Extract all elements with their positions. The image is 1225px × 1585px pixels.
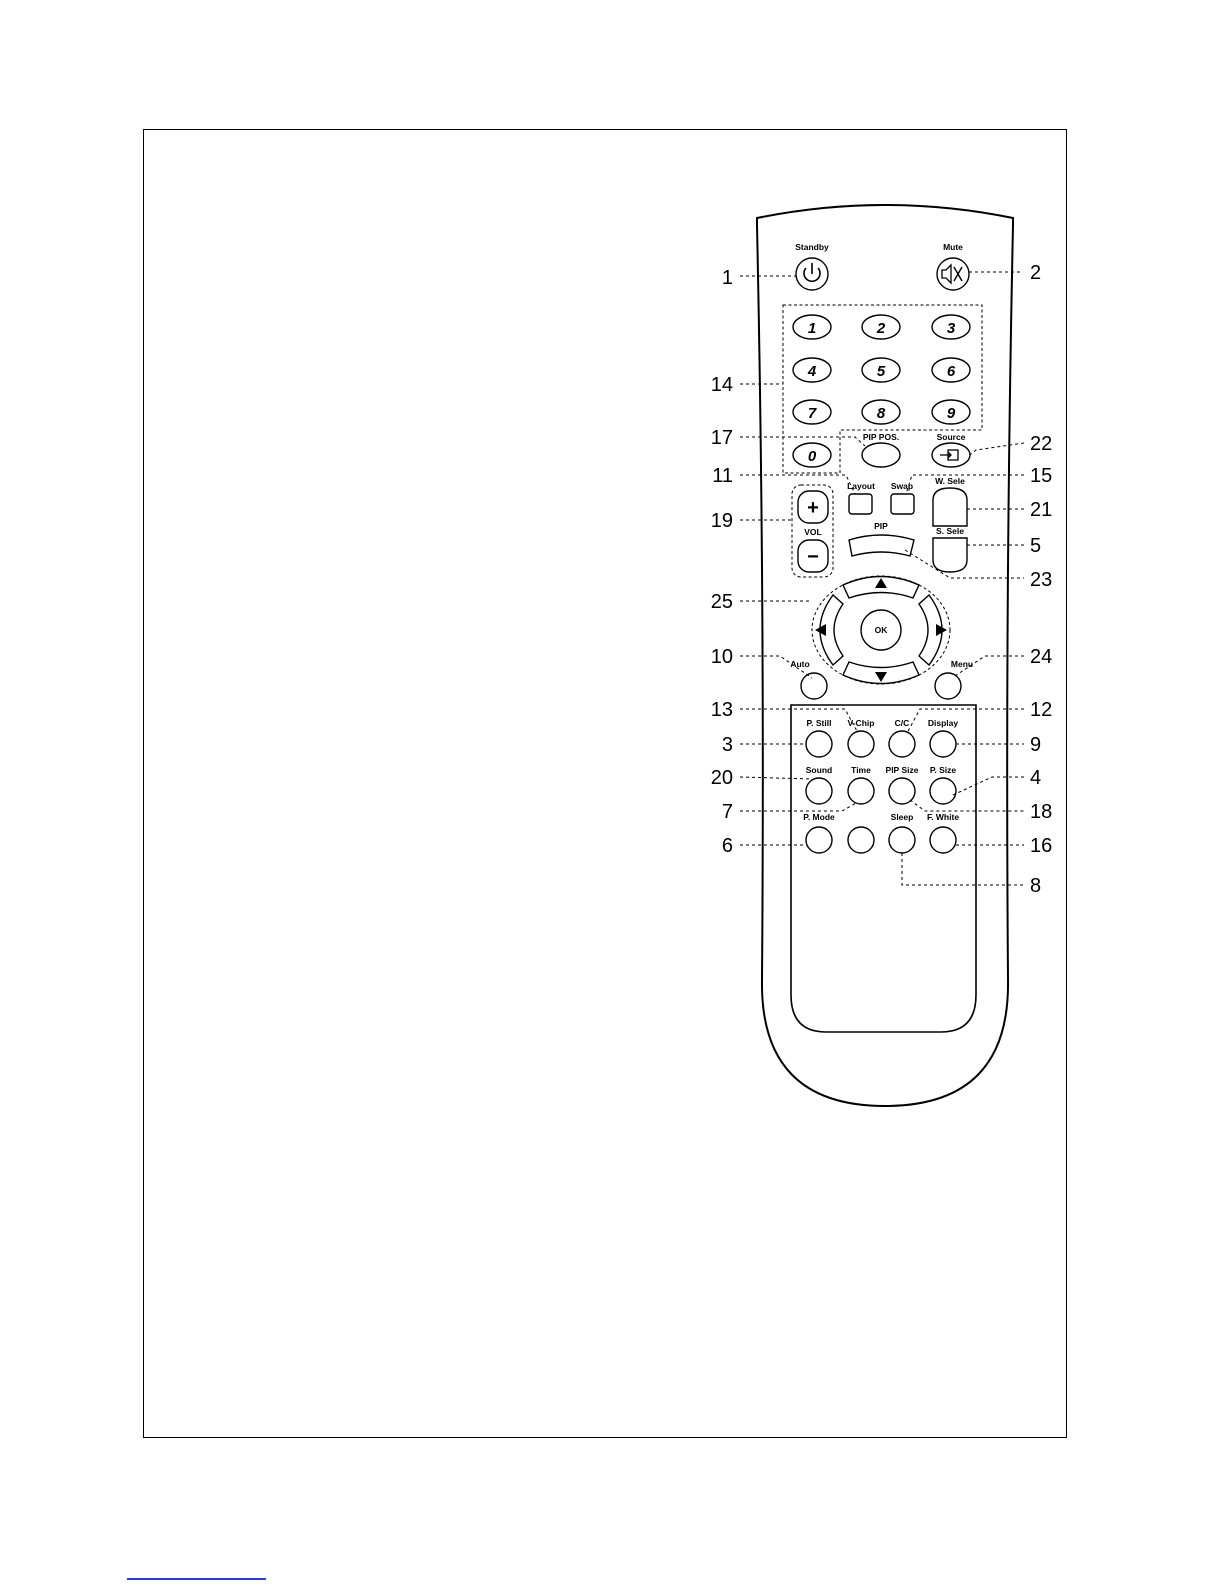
number-key-2[interactable] [862,315,900,339]
sleep-label: Sleep [890,812,914,822]
plus-icon: + [807,497,819,519]
pip-pos-label: PIP POS. [862,432,900,442]
callout-23: 23 [1030,569,1053,591]
number-key-label: 0 [807,448,817,465]
p-mode-label: P. Mode [803,812,835,822]
number-key-label: 3 [946,320,956,337]
p-size-label: P. Size [929,765,957,775]
callout-8: 8 [1030,875,1042,897]
callout-6: 6 [721,835,733,857]
f-white-label: F. White [926,812,960,822]
v-chip-label: V-Chip [847,718,875,728]
auto-label: Auto [790,659,810,669]
time-button[interactable] [848,778,874,804]
callout-1: 1 [721,267,733,289]
number-key-label: 8 [876,405,886,422]
display-button[interactable] [930,731,956,757]
callout-21: 21 [1030,499,1053,521]
w-sele-label: W. Sele [935,476,965,486]
standby-label: Standby [795,242,829,252]
pip-label: PIP [874,521,888,531]
number-key-label: 5 [876,363,886,380]
menu-label: Menu [950,659,974,669]
cc-button[interactable] [889,731,915,757]
ok-button[interactable] [861,610,901,650]
number-key-4[interactable] [793,358,831,382]
sound-button[interactable] [806,778,832,804]
layout-button[interactable] [849,494,872,514]
pip-pos-button[interactable] [862,443,900,467]
number-key-1[interactable] [793,315,831,339]
page-bottom-rule [127,1578,266,1580]
callout-19: 19 [710,510,733,532]
sleep-button[interactable] [889,827,915,853]
volume-up-button[interactable] [798,491,828,523]
callout-10: 10 [710,646,733,668]
s-sele-label: S. Sele [936,526,964,536]
callout-16: 16 [1030,835,1053,857]
layout-label: Layout [847,481,875,491]
minus-icon: − [807,546,819,568]
number-key-label: 7 [807,405,817,422]
volume-down-button[interactable] [798,540,828,572]
number-key-label: 9 [946,405,956,422]
time-label: Time [851,765,871,775]
sound-label: Sound [805,765,833,775]
callout-22: 22 [1030,433,1053,455]
callout-15: 15 [1030,465,1053,487]
number-key-7[interactable] [793,400,831,424]
source-label: Source [936,432,966,442]
swap-button[interactable] [891,494,914,514]
callout-25: 25 [710,591,733,613]
callout-5: 5 [1030,535,1042,557]
cc-label: C/C [894,718,910,728]
callout-11: 11 [712,465,733,487]
mute-label: Mute [943,242,963,252]
number-key-3[interactable] [932,315,970,339]
callout-18: 18 [1030,801,1053,823]
source-button[interactable] [932,443,970,467]
number-key-9[interactable] [932,400,970,424]
ok-label: OK [874,625,888,635]
p-mode-button[interactable] [806,827,832,853]
callout-2: 2 [1030,262,1042,284]
pip-size-button[interactable] [889,778,915,804]
callout-4: 4 [1030,767,1042,789]
remote-body [757,205,1013,1106]
callout-12: 12 [1030,699,1053,721]
display-label: Display [927,718,959,728]
f-white-button[interactable] [930,827,956,853]
number-key-5[interactable] [862,358,900,382]
p-still-label: P. Still [806,718,832,728]
w-sele-button[interactable] [933,488,967,526]
mute-button[interactable] [937,258,969,290]
v-chip-button[interactable] [848,731,874,757]
auto-button[interactable] [801,673,827,699]
callout-20: 20 [710,767,733,789]
p-size-button[interactable] [930,778,956,804]
number-key-label: 4 [807,363,817,380]
callout-13: 13 [710,699,733,721]
number-key-label: 6 [946,363,956,380]
callout-17: 17 [710,427,733,449]
swap-label: Swap [890,481,914,491]
s-sele-button[interactable] [933,538,967,572]
number-key-8[interactable] [862,400,900,424]
callout-9: 9 [1030,734,1042,756]
callout-14: 14 [710,374,733,396]
callout-3: 3 [721,734,733,756]
callout-7: 7 [721,801,733,823]
pip-size-label: PIP Size [885,765,919,775]
callout-24: 24 [1030,646,1053,668]
standby-button[interactable] [796,258,828,290]
p-still-button[interactable] [806,731,832,757]
vol-label: VOL [804,527,822,537]
number-key-label: 1 [807,320,817,337]
number-key-6[interactable] [932,358,970,382]
menu-button[interactable] [935,673,961,699]
number-key-0[interactable] [793,443,831,467]
number-key-label: 2 [876,320,886,337]
unlabeled-button[interactable] [848,827,874,853]
